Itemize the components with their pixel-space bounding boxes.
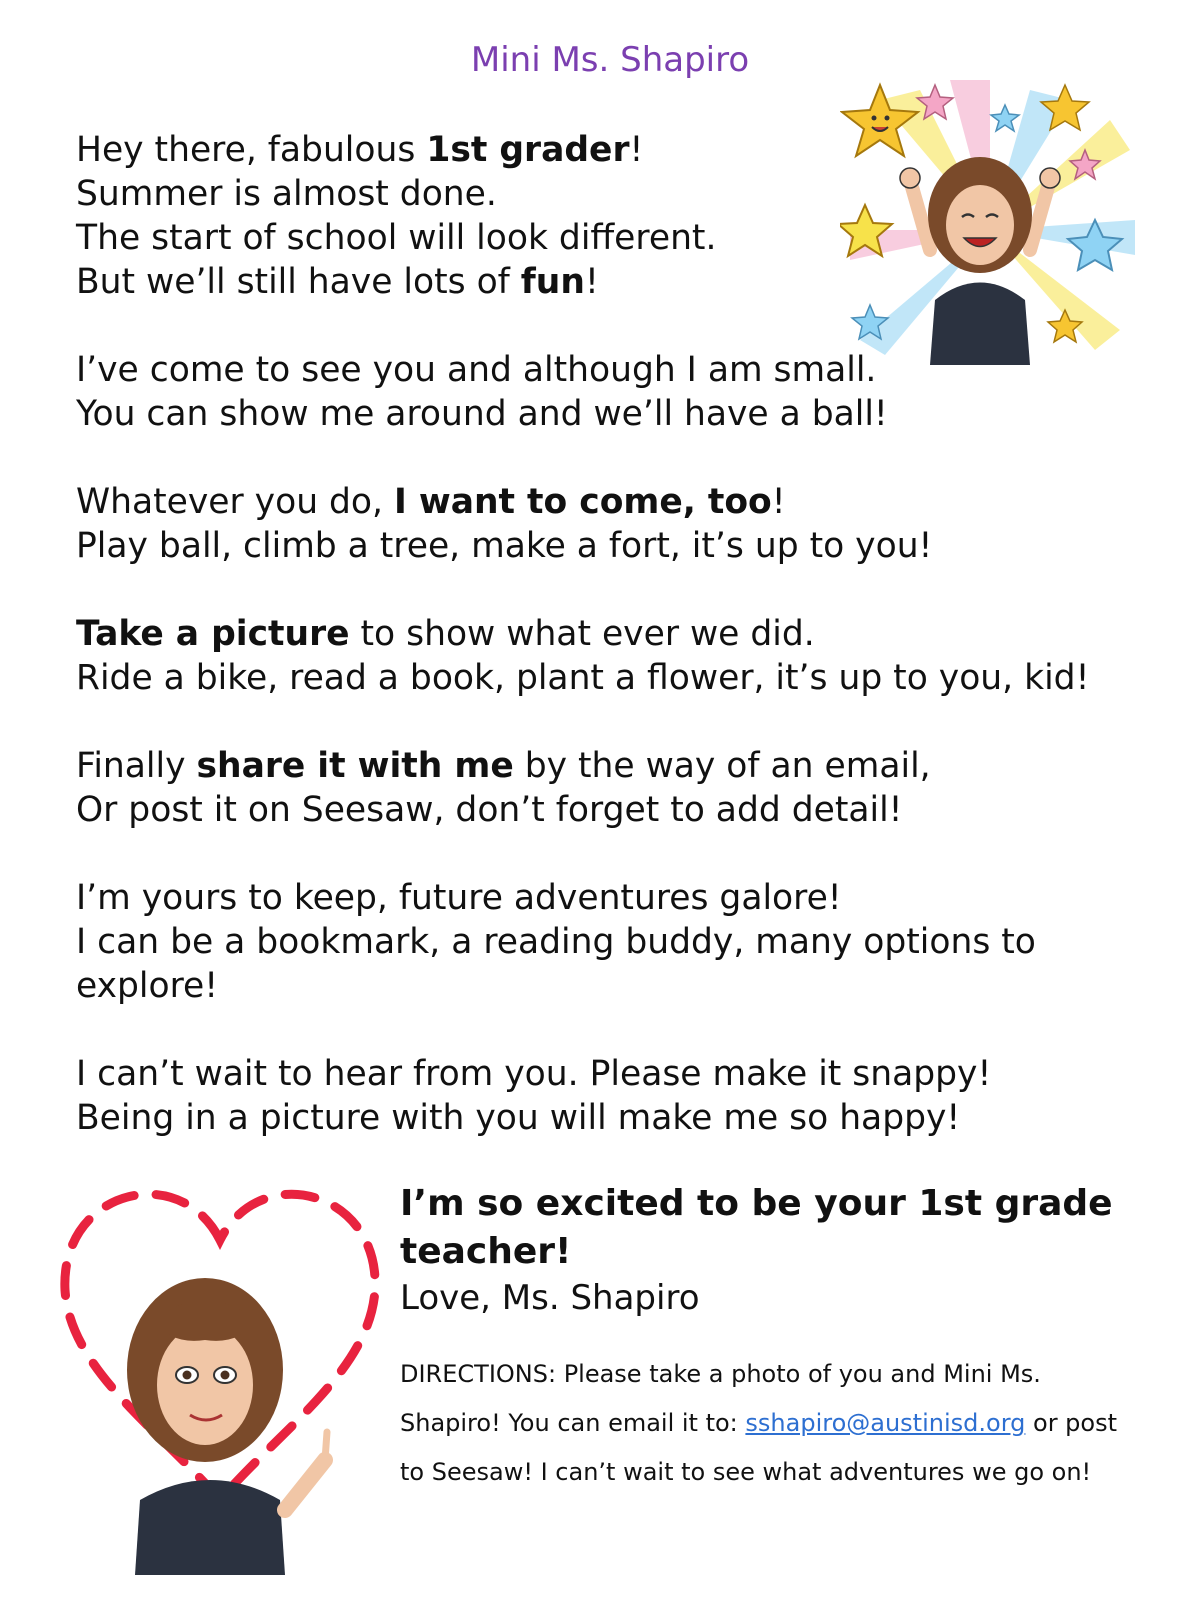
bold-text: I want to come, too <box>393 482 772 522</box>
stanza-2 <box>76 348 1176 436</box>
text: Hey there, fabulous <box>76 130 427 170</box>
poem-line: Being in a picture with you will make me so happy! <box>76 1098 961 1138</box>
stanza-5 <box>76 744 1176 832</box>
bold-text: 1st grader <box>426 130 630 170</box>
stanza-4 <box>76 612 1176 700</box>
stanza-7 <box>76 1052 1176 1140</box>
text: by the way of an email, <box>513 746 931 786</box>
stanza-1 <box>76 128 1176 304</box>
closing-heading: I’m so excited to be your 1st grade teacher! <box>400 1183 1113 1272</box>
text: DIRECTIONS: Please take a photo of you and Mini Ms. Shapiro! You can email it to: <box>400 1360 1041 1437</box>
poem-line <box>76 480 1176 524</box>
poem-line: Summer is almost done. <box>76 174 497 214</box>
text: ! <box>584 262 599 302</box>
bitmoji-figure <box>127 1278 327 1575</box>
email-link[interactable]: sshapiro@austinisd.org <box>745 1409 1026 1437</box>
bold-text: fun <box>520 262 585 302</box>
text: ! <box>629 130 644 170</box>
poem-line: I’m yours to keep, future adventures galore! <box>76 878 842 918</box>
poem-line: I can’t wait to hear from you. Please make it snappy! <box>76 1054 992 1094</box>
stanza-3 <box>76 480 1176 568</box>
text: Whatever you do, <box>76 482 394 522</box>
poem-line <box>76 744 1176 788</box>
closing-section <box>400 1180 1120 1497</box>
signoff: Love, Ms. Shapiro <box>400 1278 700 1318</box>
directions-text <box>400 1350 1120 1497</box>
bold-text: Take a picture <box>76 614 350 654</box>
stanza-6 <box>76 876 1176 1008</box>
text: Finally <box>76 746 197 786</box>
text: ! <box>771 482 786 522</box>
text: or post to Seesaw! I can’t wait to see what adventures we go on! <box>400 1409 1118 1486</box>
poem-line <box>76 612 1176 656</box>
bold-text: share it with me <box>196 746 514 786</box>
poem-line: I can be a bookmark, a reading buddy, many options to explore! <box>76 922 1036 1006</box>
poem-line: The start of school will look different. <box>76 218 717 258</box>
poem-line: Play ball, climb a tree, make a fort, it’s up to you! <box>76 526 933 566</box>
poem-line: Or post it on Seesaw, don’t forget to add detail! <box>76 790 903 830</box>
text: But we’ll still have lots of <box>76 262 521 302</box>
poem-line: You can show me around and we’ll have a ball! <box>76 394 888 434</box>
poem-line: I’ve come to see you and although I am small. <box>76 350 877 390</box>
poem-line: Ride a bike, read a book, plant a flower, it’s up to you, kid! <box>76 658 1090 698</box>
text: to show what ever we did. <box>349 614 815 654</box>
page-title: Mini Ms. Shapiro <box>470 40 750 80</box>
poem-line <box>76 128 1176 172</box>
poem <box>76 128 1176 1184</box>
heart-bitmoji-illustration <box>40 1170 400 1580</box>
poem-line <box>76 260 1176 304</box>
